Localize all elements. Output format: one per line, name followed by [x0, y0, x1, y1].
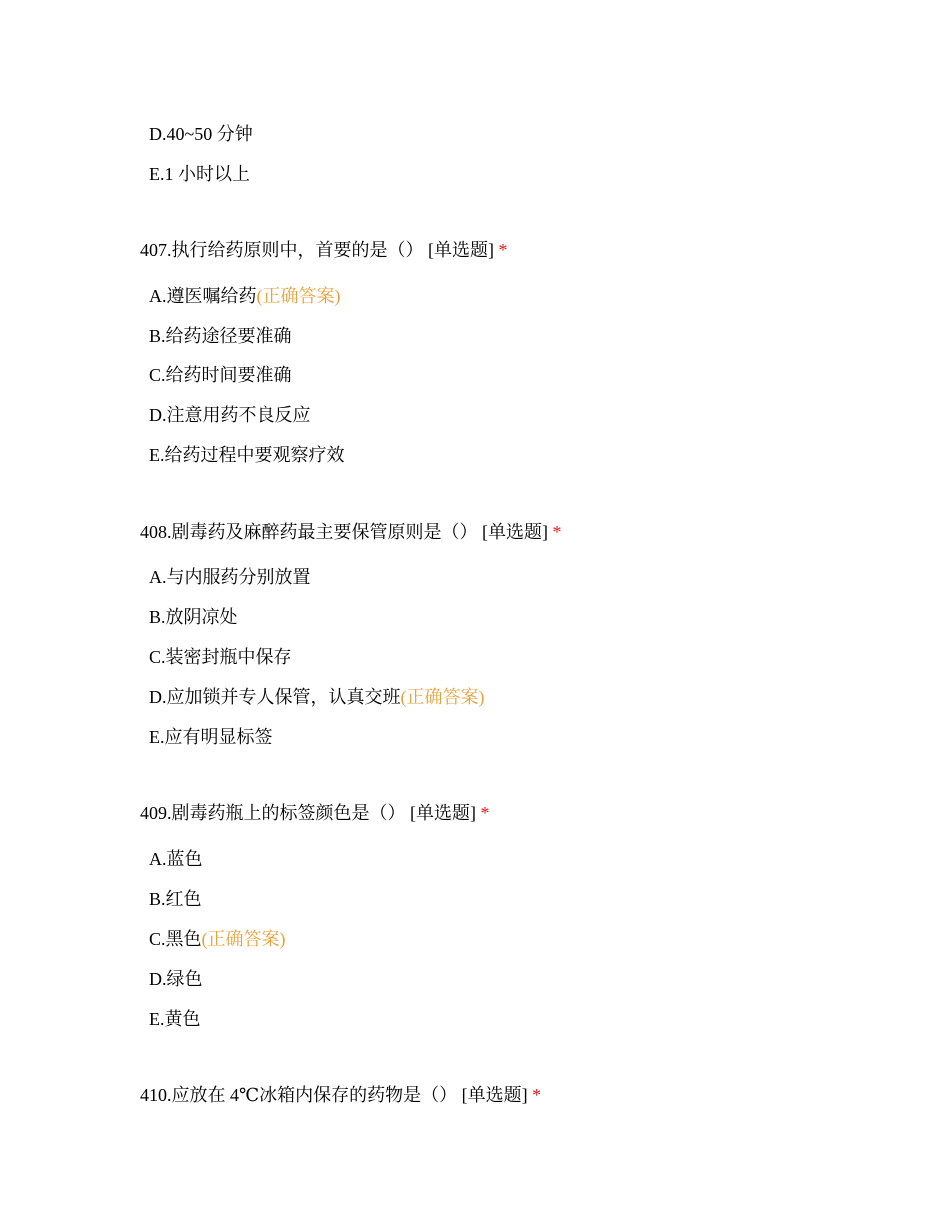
- option-text: E.1 小时以上: [149, 164, 250, 184]
- option-text: C.黑色: [149, 929, 202, 949]
- question-title: [140, 238, 508, 262]
- option-item: [149, 645, 292, 669]
- option-text: C.给药时间要准确: [149, 365, 292, 385]
- option-text: B.给药途径要准确: [149, 326, 292, 346]
- option-text: D.40~50 分钟: [149, 124, 253, 144]
- option-text: C.装密封瓶中保存: [149, 647, 292, 667]
- option-item: [149, 847, 203, 871]
- option-item: [149, 443, 345, 467]
- option-item: [149, 284, 341, 308]
- question-title: [140, 801, 490, 825]
- question-text: 407.执行给药原则中，首要的是（） [单选题]: [140, 240, 494, 260]
- option-item: [149, 363, 292, 387]
- option-item: [149, 685, 485, 709]
- option-item: [149, 725, 273, 749]
- option-text: E.给药过程中要观察疗效: [149, 445, 345, 465]
- option-text: D.注意用药不良反应: [149, 405, 311, 425]
- option-text: E.黄色: [149, 1009, 201, 1029]
- option-text: E.应有明显标签: [149, 727, 273, 747]
- question-title: [140, 1083, 541, 1107]
- option-text: A.遵医嘱给药: [149, 286, 257, 306]
- correct-answer-label: (正确答案): [201, 929, 286, 949]
- required-mark: *: [552, 522, 562, 542]
- correct-answer-label: (正确答案): [256, 286, 341, 306]
- required-mark: *: [498, 240, 508, 260]
- option-item: [149, 565, 311, 589]
- option-text: B.放阴凉处: [149, 607, 238, 627]
- correct-answer-label: (正确答案): [400, 687, 485, 707]
- option-item: [149, 162, 250, 186]
- question-title: [140, 520, 562, 544]
- option-text: A.蓝色: [149, 849, 203, 869]
- question-text: 409.剧毒药瓶上的标签颜色是（） [单选题]: [140, 803, 476, 823]
- option-item: [149, 1007, 201, 1031]
- option-item: [149, 403, 311, 427]
- option-item: [149, 605, 238, 629]
- option-item: [149, 967, 203, 991]
- option-item: [149, 122, 253, 146]
- required-mark: *: [480, 803, 490, 823]
- option-item: [149, 927, 286, 951]
- question-text: 410.应放在 4℃冰箱内保存的药物是（） [单选题]: [140, 1085, 528, 1105]
- option-item: [149, 324, 292, 348]
- question-text: 408.剧毒药及麻醉药最主要保管原则是（） [单选题]: [140, 522, 548, 542]
- option-text: D.绿色: [149, 969, 203, 989]
- required-mark: *: [532, 1085, 542, 1105]
- option-text: B.红色: [149, 889, 202, 909]
- option-text: A.与内服药分别放置: [149, 567, 311, 587]
- option-item: [149, 887, 202, 911]
- option-text: D.应加锁并专人保管，认真交班: [149, 687, 401, 707]
